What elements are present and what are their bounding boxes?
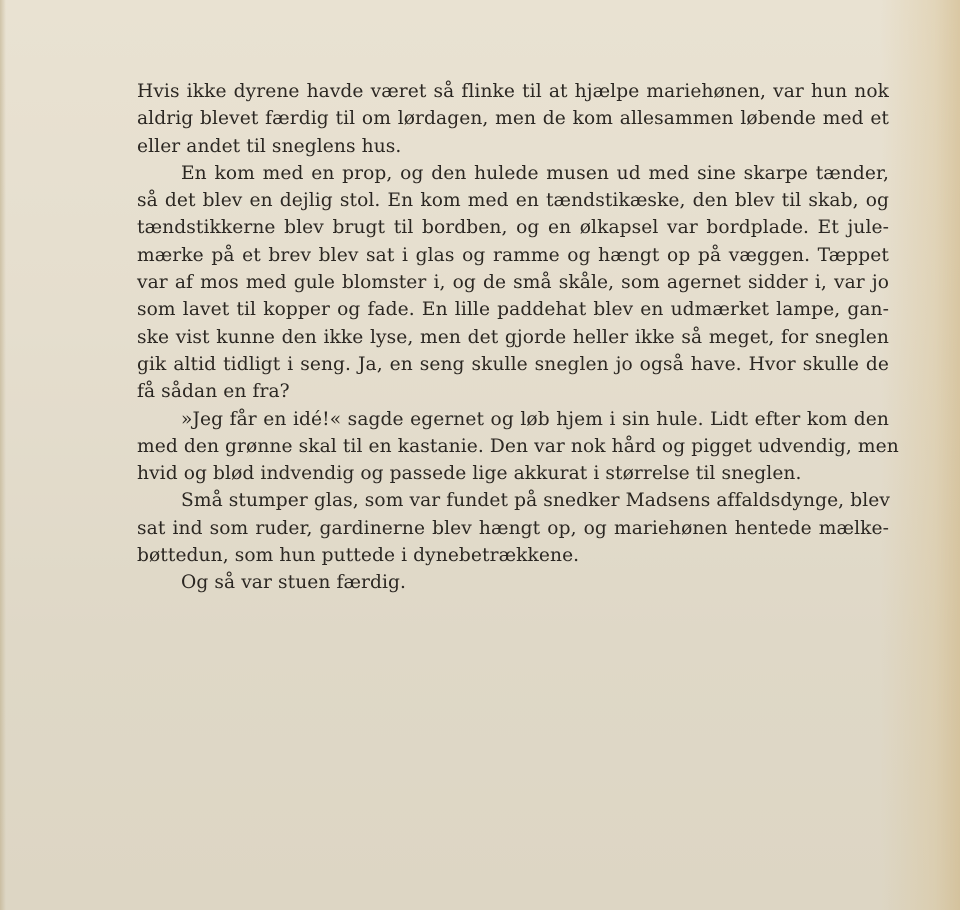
paragraph-4 [137, 487, 889, 569]
text-line: Hvis ikke dyrene havde været så flinke til at hjælpe mariehønen, var hun nok [137, 81, 889, 102]
text-line: var af mos med gule blomster i, og de små skåle, som agernet sidder i, var jo [137, 272, 889, 294]
text-line: ske vist kunne den ikke lyse, men det gjorde heller ikke så meget, for sneglen [137, 326, 889, 348]
text-line: med den grønne skal til en kastanie. Den var nok hård og pigget udvendig, men [137, 435, 899, 457]
text-line: som lavet til kopper og fade. En lille paddehat blev en udmærket lampe, gan- [137, 299, 889, 321]
text-line: eller andet til sneglens hus. [137, 135, 402, 157]
text-line: aldrig blevet færdig til om lørdagen, men de kom allesammen løbende med et [137, 108, 889, 130]
paragraph-1 [137, 78, 889, 160]
paragraph-3 [137, 406, 899, 488]
text-line: sat ind som ruder, gardinerne blev hængt op, og mariehønen hentede mælke- [137, 517, 889, 539]
text-line: mærke på et brev blev sat i glas og ramme og hængt op på væggen. Tæppet [137, 244, 889, 266]
paragraph-5 [137, 569, 889, 596]
text-line: hvid og blød indvendig og passede lige akkurat i størrelse til sneglen. [137, 463, 802, 485]
text-line: En kom med en prop, og den hulede musen ud med sine skarpe tænder, [181, 162, 889, 184]
body-text [137, 78, 899, 597]
text-line: Og så var stuen færdig. [181, 572, 407, 594]
text-line: så det blev en dejlig stol. En kom med en tændstikæske, den blev til skab, og [137, 190, 889, 212]
text-line: tændstikkerne blev brugt til bordben, og en ølkapsel var bordplade. Et jule- [137, 217, 889, 239]
text-line: »Jeg får en idé!« sagde egernet og løb hjem i sin hule. Lidt efter kom den [181, 408, 889, 430]
paragraph-2 [137, 160, 889, 406]
text-line: gik altid tidligt i seng. Ja, en seng skulle sneglen jo også have. Hvor skulle de [137, 353, 889, 375]
text-line: få sådan en fra? [137, 381, 290, 403]
text-line: bøttedun, som hun puttede i dynebetrækkene. [137, 545, 580, 567]
text-line: Små stumper glas, som var fundet på snedker Madsens affaldsdynge, blev [181, 490, 890, 512]
